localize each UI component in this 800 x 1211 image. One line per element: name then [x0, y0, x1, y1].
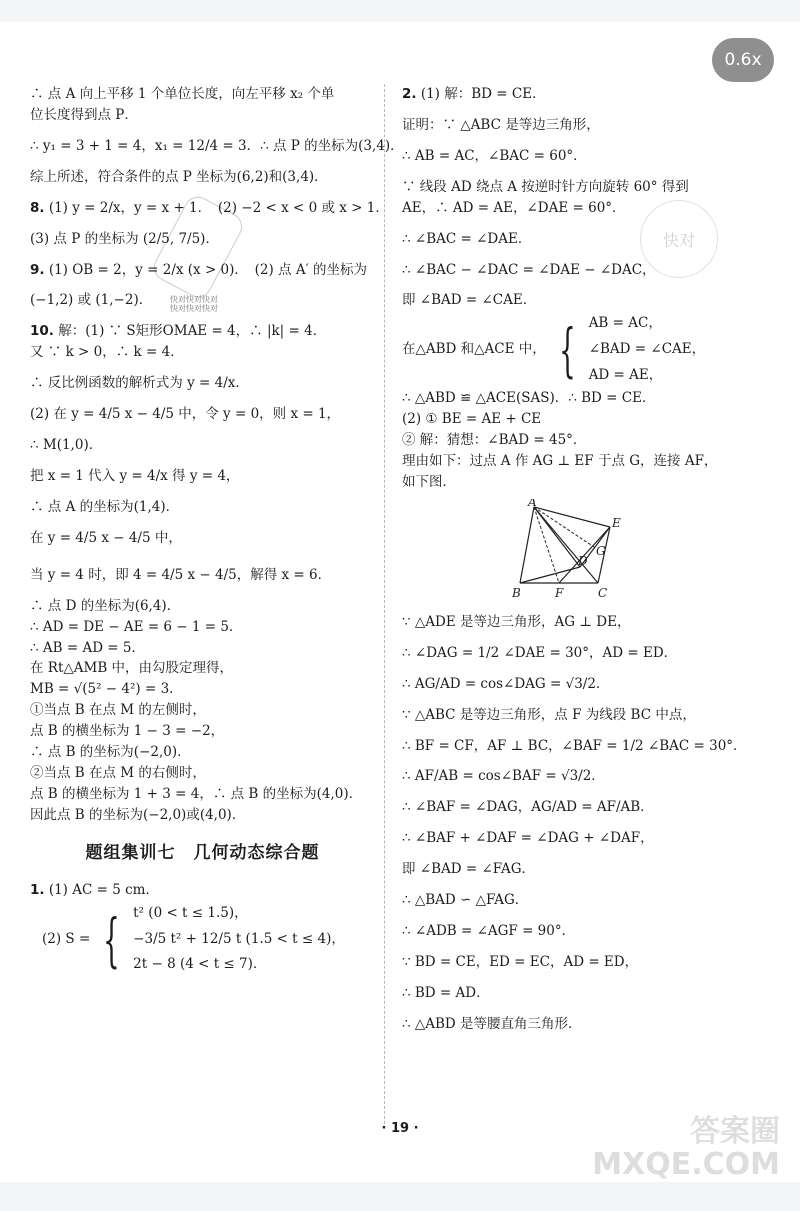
point-label-B: B [512, 585, 521, 599]
text-line: ∴ AF/AB = cos∠BAF = √3/2． [402, 768, 605, 785]
point-label-A: A [528, 498, 537, 509]
zoom-level-badge[interactable]: 0.6x [712, 38, 774, 82]
condition-item: AB = AC， [588, 315, 662, 332]
answer-text: 解：(1) ∵ S矩形OMAE = 4，∴ |k| = 4． [58, 323, 327, 340]
text-line: ∴ AB = AC，∠BAC = 60°． [402, 147, 587, 164]
text-line: AE，∴ AD = AE，∠DAE = 60°． [402, 199, 626, 216]
point-label-G: G [596, 543, 606, 558]
condition-item: AD = AE， [588, 366, 663, 383]
text-line: 把 x = 1 代入 y = 4/x 得 y = 4， [30, 467, 240, 484]
text-line: (2) ① BE = AE + CE [402, 411, 542, 428]
condition-item: ∠BAD = ∠CAE， [588, 341, 706, 358]
text-line: ∴ 反比例函数的解析式为 y = 4/x． [30, 375, 249, 392]
text-line: MB = √(5² − 4²) = 3． [30, 681, 183, 698]
text-line: 证明：∵ △ABC 是等边三角形， [402, 116, 600, 133]
text-line: ∴ 点 B 的坐标为(−2,0)． [30, 744, 191, 761]
text-line: ∴ △ABD 是等腰直角三角形． [402, 1015, 582, 1032]
answer-text: (1) 解：BD = CE． [420, 86, 546, 102]
question-number: 10. [30, 323, 54, 340]
text-line: ∴ 点 D 的坐标为(6,4)． [30, 597, 181, 614]
piecewise-case: 2t − 8 (4 < t ≤ 7)． [133, 956, 267, 973]
text-line: ∴ △BAD ∽ △FAG． [402, 892, 529, 909]
text-line: ∴ △ABD ≌ △ACE(SAS)．∴ BD = CE． [402, 390, 656, 407]
text-line: 即 ∠BAD = ∠CAE． [402, 292, 537, 309]
watermark-line2: MXQE.COM [592, 1147, 780, 1182]
text-line: ∴ 点 A 向上平移 1 个单位长度，向左平移 x₂ 个单 [30, 86, 335, 102]
answer-text: (1) AC = 5 cm． [48, 882, 159, 899]
text-line: ∴ AD = DE − AE = 6 − 1 = 5． [30, 618, 243, 635]
text-line: ∴ AB = AD = 5． [30, 639, 146, 656]
question-8 [30, 198, 389, 219]
piecewise-label: (2) S = [42, 931, 91, 948]
column-divider [384, 84, 385, 1124]
right-column [402, 84, 772, 1035]
piecewise-function [30, 901, 375, 978]
watermark-line1: 答案圈 [690, 1114, 780, 1149]
question-number: 2. [402, 86, 417, 102]
text-line: ∴ 点 A 的坐标为(1,4)． [30, 498, 180, 515]
brace-symbol: { [558, 315, 576, 384]
text-line: 点 B 的横坐标为 1 − 3 = −2， [30, 723, 225, 740]
text-line: 如下图． [402, 473, 456, 490]
text-line: (−1,2) 或 (1,−2)． [30, 292, 153, 309]
left-column [30, 84, 404, 978]
geometry-figure [512, 499, 772, 606]
segment-AB [520, 507, 534, 583]
segment-AD [534, 507, 580, 567]
site-watermark [592, 1115, 780, 1181]
text-line: ∵ BD = CE，ED = EC，AD = ED， [402, 953, 639, 970]
condition-label: 在△ABD 和△ACE 中， [402, 341, 546, 358]
text-line: ∴ ∠BAF = ∠DAG，AG/AD = AF/AB． [402, 799, 654, 816]
question-2 [402, 84, 772, 105]
text-line: (2) 在 y = 4/5 x − 4/5 中，令 y = 0，则 x = 1， [30, 406, 341, 423]
text-line: 位长度得到点 P． [30, 106, 138, 123]
text-line: ①当点 B 在点 M 的左侧时， [30, 702, 206, 719]
section-question-1 [30, 880, 375, 901]
piecewise-cases [133, 901, 345, 978]
text-line: ∴ ∠BAC − ∠DAC = ∠DAE − ∠DAC， [402, 261, 656, 278]
text-line: ②当点 B 在点 M 的右侧时， [30, 765, 206, 782]
answer-text: (1) y = 2/x，y = x + 1． (2) −2 < x < 0 或 x > 1． [48, 199, 389, 216]
text-line: ∵ △ABC 是等边三角形，点 F 为线段 BC 中点， [402, 706, 696, 723]
stamp-caption-line1: 快对快对快对 [170, 295, 218, 304]
point-label-D: D [578, 553, 588, 568]
question-10 [30, 321, 375, 342]
text-line: ∴ M(1,0)． [30, 437, 103, 454]
congruence-conditions [402, 311, 772, 388]
text-line: ∴ ∠BAF + ∠DAF = ∠DAG + ∠DAF， [402, 830, 654, 847]
text-line: ∴ ∠BAC = ∠DAE． [402, 230, 532, 247]
text-line: 又 ∵ k > 0，∴ k = 4． [30, 344, 184, 361]
text-line: 点 B 的横坐标为 1 + 3 = 4，∴ 点 B 的坐标为(4,0)． [30, 785, 363, 802]
page-number: · 19 · [381, 1121, 419, 1136]
piecewise-case: t² (0 < t ≤ 1.5)， [133, 905, 248, 922]
brace-symbol: { [103, 905, 121, 974]
point-label-C: C [598, 585, 608, 599]
condition-list [589, 311, 705, 388]
text-line: ∵ 线段 AD 绕点 A 按逆时针方向旋转 60° 得到 [402, 178, 689, 195]
text-line: 在 Rt△AMB 中，由勾股定理得， [30, 660, 234, 677]
text-line: 在 y = 4/5 x − 4/5 中， [30, 529, 182, 546]
text-line: ∴ AG/AD = cos∠DAG = √3/2． [402, 675, 610, 692]
text-line: 因此点 B 的坐标为(−2,0)或(4,0)． [30, 806, 246, 823]
stamp-badge-text: 快对 [662, 230, 695, 250]
text-line: 综上所述，符合条件的点 P 坐标为(6,2)和(3,4)． [30, 168, 328, 185]
text-line: ∴ y₁ = 3 + 1 = 4，x₁ = 12/4 = 3．∴ 点 P 的坐标为(3,4)． [30, 137, 404, 154]
question-number: 9. [30, 261, 45, 278]
text-line: 理由如下：过点 A 作 AG ⊥ EF 于点 G，连接 AF， [402, 453, 718, 470]
text-line: (3) 点 P 的坐标为 (2/5, 7/5)． [30, 230, 219, 247]
question-9 [30, 260, 375, 281]
text-line: ∴ ∠ADB = ∠AGF = 90°． [402, 923, 576, 940]
section-title: 题组集训七 几何动态综合题 [85, 842, 320, 863]
question-number: 8. [30, 199, 45, 216]
text-line: 当 y = 4 时，即 4 = 4/5 x − 4/5，解得 x = 6． [30, 566, 332, 583]
text-line: ∴ ∠DAG = 1/2 ∠DAE = 30°，AD = ED． [402, 644, 678, 661]
text-line: ∴ BF = CF，AF ⊥ BC，∠BAF = 1/2 ∠BAC = 30°． [402, 737, 747, 754]
segment-AC [534, 507, 598, 583]
segment-AG [534, 507, 594, 547]
stamp-caption-line2: 快对快对快对 [170, 303, 218, 313]
point-label-E: E [612, 515, 621, 530]
segment-AF [534, 507, 559, 583]
text-line: ② 解：猜想：∠BAD = 45°． [402, 432, 587, 449]
piecewise-case: −3/5 t² + 12/5 t (1.5 < t ≤ 4)， [133, 930, 345, 947]
text-line: ∴ BD = AD． [402, 984, 490, 1001]
answer-text: (1) OB = 2，y = 2/x (x > 0)． (2) 点 A′ 的坐标为 [48, 261, 367, 278]
triangle-diagram [512, 499, 622, 599]
point-label-F: F [555, 585, 564, 599]
text-line: 即 ∠BAD = ∠FAG． [402, 861, 536, 878]
text-line: ∵ △ADE 是等边三角形，AG ⊥ DE， [402, 613, 631, 630]
question-number: 1. [30, 882, 45, 899]
segment-AE [534, 507, 610, 527]
